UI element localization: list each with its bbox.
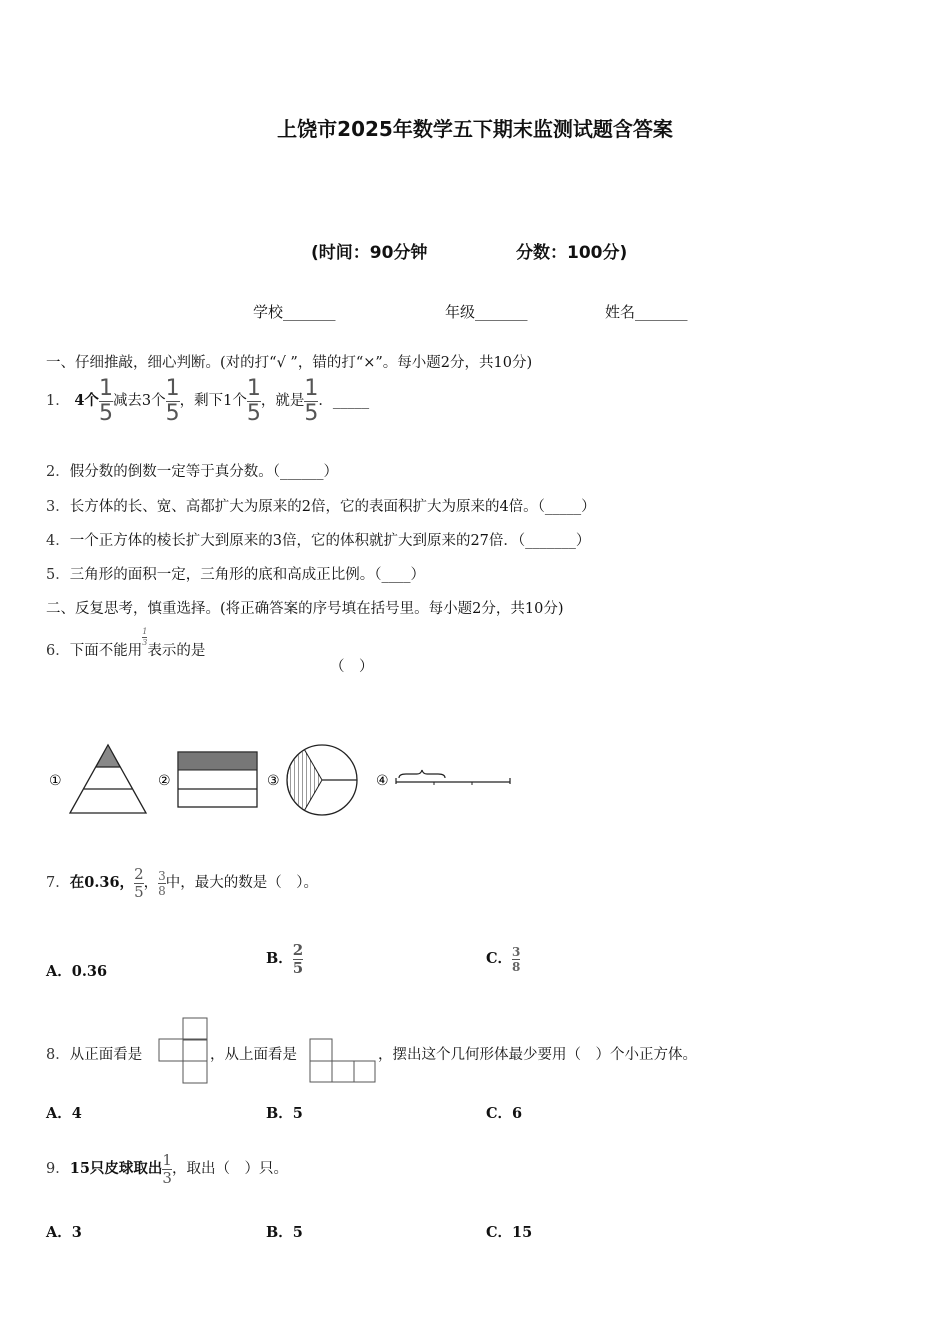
q7-option-b: B． $\frac{2}{5}$ bbox=[266, 940, 304, 977]
q8-option-a: A．4 bbox=[46, 1105, 82, 1122]
fraction: $\frac{1}{3}$ bbox=[162, 1150, 172, 1187]
section-1-heading: 一、仔细推敲，细心判断。(对的打“√ ”，错的打“×”。每小题2分，共10分) bbox=[46, 355, 533, 371]
q8-option-c: C．6 bbox=[486, 1105, 523, 1122]
question-7: 7．在0.36， $\frac{2}{5}$ ， $\frac{3}{8}$ 中，最大的数是（ ）。 bbox=[46, 864, 318, 901]
q6-figures bbox=[46, 738, 516, 820]
school-field: 学校_______ bbox=[253, 303, 336, 321]
section-2-heading: 二、反复思考，慎重选择。(将正确答案的序号填在括号里。每小题2分，共10分) bbox=[46, 601, 564, 617]
figure-label: ① bbox=[49, 773, 62, 789]
question-9: 9．15只皮球取出 $\frac{1}{3}$ ，取出（ ）只。 bbox=[46, 1150, 288, 1187]
question-1 bbox=[46, 376, 369, 426]
fraction: $\frac{3}{8}$ bbox=[512, 944, 521, 974]
q1-text-4: ，就是 bbox=[260, 393, 305, 409]
question-8-part-3: ，摆出这个几何形体最少要用（ ）个小正方体。 bbox=[378, 1047, 697, 1063]
q7-option-c: C． $\frac{3}{8}$ bbox=[486, 944, 521, 974]
fraction: $\frac{1}{5}$ bbox=[304, 375, 319, 426]
question-2: 2．假分数的倒数一定等于真分数。（______） bbox=[46, 464, 338, 480]
fraction: $\frac{2}{5}$ bbox=[292, 940, 304, 977]
fraction: $\frac{1}{5}$ bbox=[246, 375, 261, 426]
front-view-diagram bbox=[158, 1017, 210, 1085]
figure-label: ③ bbox=[267, 773, 280, 789]
question-3: 3．长方体的长、宽、高都扩大为原来的2倍，它的表面积扩大为原来的4倍。（_____） bbox=[46, 499, 596, 515]
fraction: $\frac{3}{8}$ bbox=[158, 868, 166, 898]
question-6: 6．下面不能用 $\frac{1}{3}$ 表示的是 bbox=[46, 627, 206, 659]
name-field: 姓名_______ bbox=[605, 303, 688, 321]
question-5: 5．三角形的面积一定，三角形的底和高成正比例。（____） bbox=[46, 567, 425, 583]
fraction: $\frac{1}{5}$ bbox=[165, 375, 180, 426]
figure-1-triangle bbox=[49, 745, 146, 813]
question-number: 1． bbox=[46, 393, 70, 409]
figure-label: ② bbox=[158, 773, 171, 789]
q1-text-3: ，剩下1个 bbox=[179, 393, 247, 409]
figure-3-circle bbox=[267, 745, 357, 815]
q9-option-c: C．15 bbox=[486, 1224, 533, 1241]
figure-label: ④ bbox=[376, 773, 389, 789]
fraction: $\frac{2}{5}$ bbox=[134, 864, 144, 901]
q6-answer-paren: （ ） bbox=[330, 659, 374, 675]
q7-option-a: A．0.36 bbox=[46, 963, 108, 980]
q8-option-b: B．5 bbox=[266, 1105, 303, 1122]
page-title: 上饶市2025年数学五下期末监测试题含答案 bbox=[277, 117, 673, 141]
top-view-diagram bbox=[309, 1038, 377, 1084]
q1-text-5: ．_____ bbox=[318, 393, 370, 409]
fraction: $\frac{1}{5}$ bbox=[98, 375, 113, 426]
fraction: $\frac{1}{3}$ bbox=[142, 627, 148, 647]
q1-text-1: 4个 bbox=[74, 392, 99, 409]
q1-text-2: 减去3个 bbox=[112, 393, 166, 409]
q9-option-b: B．5 bbox=[266, 1224, 303, 1241]
question-8-part-2: ，从上面看是 bbox=[210, 1047, 297, 1063]
figure-4-segment bbox=[376, 770, 510, 789]
question-8-part-1: 8．从正面看是 bbox=[46, 1047, 143, 1063]
question-4: 4．一个正方体的棱长扩大到原来的3倍，它的体积就扩大到原来的27倍．（_______） bbox=[46, 533, 591, 549]
figure-2-rectangle bbox=[158, 752, 257, 807]
grade-field: 年级_______ bbox=[445, 303, 528, 321]
score-label: 分数：100分) bbox=[516, 243, 628, 263]
time-label: (时间：90分钟 bbox=[311, 243, 428, 263]
q9-option-a: A．3 bbox=[46, 1224, 82, 1241]
